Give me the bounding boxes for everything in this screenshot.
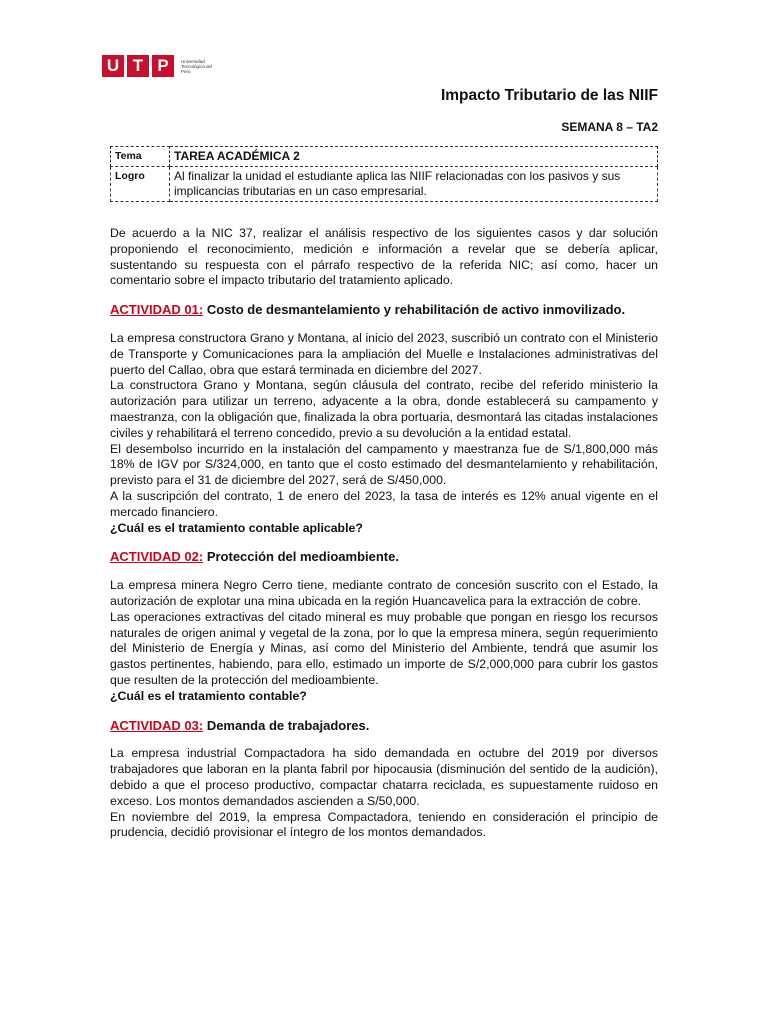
activity-question: ¿Cuál es el tratamiento contable?	[110, 688, 307, 703]
document-body	[110, 226, 658, 841]
activity-label: ACTIVIDAD 03:	[110, 717, 204, 733]
activity-1	[110, 302, 658, 536]
meta-key: Logro	[111, 167, 170, 202]
activity-title: Demanda de trabajadores.	[206, 717, 370, 733]
activity-paragraph: La empresa industrial Compactadora ha sido demandada en octubre del 2019 por diversos trabajadores que laboran en la planta fabril por hipocausia (disminución del sentido de la audición), debido a que el proceso productivo, compactar chatarra reciclada, es supuestamente ruidoso en exceso. Los montos demandados ascienden a S/50,000.	[110, 746, 658, 808]
activity-paragraph: A la suscripción del contrato, 1 de enero del 2023, la tasa de interés es 12% anual vigente en el mercado financiero.	[110, 488, 658, 519]
meta-row-tema	[111, 147, 658, 167]
logo-letter-p: P	[152, 55, 174, 77]
utp-logo	[102, 54, 219, 78]
intro-paragraph: De acuerdo a la NIC 37, realizar el análisis respectivo de los siguientes casos y dar solución proponiendo el reconocimiento, medición e información a revelar que se debería aplicar, sustentando su respuesta con el párrafo respectivo de la referida NIC; así como, hacer un comentario sobre el impacto tributario del tratamiento aplicado.	[110, 226, 658, 288]
activity-question: ¿Cuál es el tratamiento contable aplicable?	[110, 520, 363, 535]
meta-value: Al finalizar la unidad el estudiante aplica las NIIF relacionadas con los pasivos y sus implicancias tributarias en un caso empresarial.	[170, 167, 658, 202]
logo-letter-u: U	[102, 55, 124, 77]
activity-label: ACTIVIDAD 02:	[110, 549, 204, 565]
activity-title: Costo de desmantelamiento y rehabilitación de activo inmovilizado.	[206, 302, 626, 318]
meta-table	[110, 146, 658, 202]
activity-paragraph: La empresa constructora Grano y Montana, al inicio del 2023, suscribió un contrato con el Ministerio de Transporte y Comunicaciones para la ampliación del Muelle e Instalaciones administrativas del puerto del Callao, obra que estará terminada en diciembre del 2027.	[110, 330, 658, 377]
logo-letter-t: T	[127, 55, 149, 77]
activity-label: ACTIVIDAD 01:	[110, 302, 204, 318]
activity-paragraph: El desembolso incurrido en la instalación del campamento y maestranza fue de S/1,800,000 más 18% de IGV por S/324,000, en tanto que el costo estimado del desmantelamiento y rehabilitación, previsto para el 31 de diciembre del 2027, será de S/450,000.	[110, 441, 658, 488]
activity-paragraph: Las operaciones extractivas del citado mineral es muy probable que pongan en riesgo los recursos naturales de origen animal y vegetal de la zona, por lo que la empresa minera, según requerimiento del Ministerio de Energía y Minas, así como del Ministerio del Ambiente, tendrá que asumir los gastos pertinentes, habiendo, para ello, estimado un importe de S/2,000,000 para cubrir los gastos que resulten de la protección del medioambiente.	[110, 609, 658, 687]
logo-caption: Universidad Tecnológica del Perú	[181, 58, 213, 74]
meta-value: TAREA ACADÉMICA 2	[170, 147, 658, 167]
meta-row-logro	[111, 167, 658, 202]
activity-paragraph: En noviembre del 2019, la empresa Compactadora, teniendo en consideración el principio de prudencia, decidió provisionar el íntegro de los montos demandados.	[110, 809, 658, 840]
document-title: Impacto Tributario de las NIIF	[440, 87, 658, 104]
activity-paragraph: La empresa minera Negro Cerro tiene, mediante contrato de concesión suscrito con el Estado, la autorización de explotar una mina ubicada en la región Huancavelica para la extracción de cobre.	[110, 578, 658, 608]
activity-paragraph: La constructora Grano y Montana, según cláusula del contrato, recibe del referido ministerio la autorización para utilizar un terreno, adyacente a la obra, donde establecerá su campamento y maestranza, con la obligación que, finalizada la obra portuaria, desmontará las citadas instalaciones civiles y rehabilitará el terreno concedido, previo a su devolución a la entidad estatal.	[110, 378, 658, 440]
activity-heading	[110, 718, 658, 734]
activity-title: Protección del medioambiente.	[206, 549, 399, 565]
activity-2	[110, 549, 658, 704]
meta-key: Tema	[111, 147, 170, 167]
activity-heading	[110, 549, 658, 565]
document-week: SEMANA 8 – TA2	[561, 120, 658, 134]
activity-3	[110, 718, 658, 842]
activity-heading	[110, 302, 658, 318]
